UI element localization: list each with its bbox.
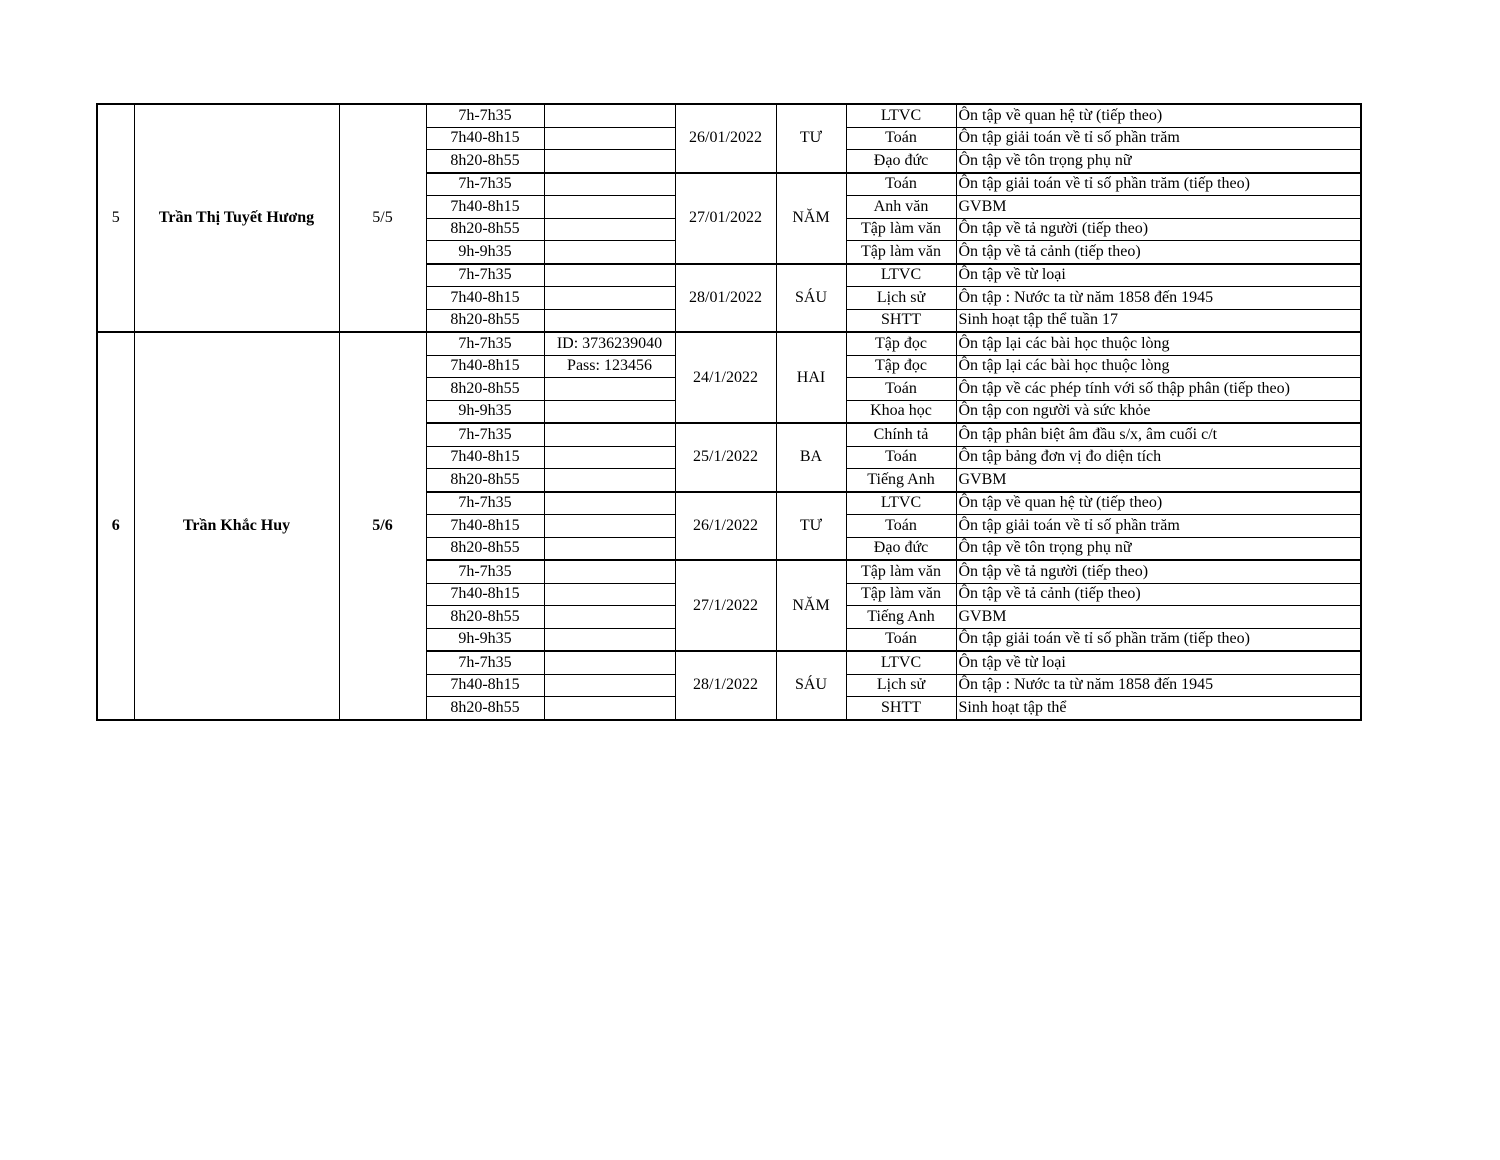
schedule-table (96, 103, 1362, 721)
meeting-info (544, 628, 675, 651)
lesson-content: Ôn tập bảng đơn vị đo diện tích (956, 446, 1361, 469)
period-time: 7h-7h35 (426, 104, 544, 127)
meeting-info (544, 469, 675, 492)
lesson-content: Ôn tập : Nước ta từ năm 1858 đến 1945 (956, 287, 1361, 310)
subject: SHTT (846, 309, 956, 332)
class-name: 5/6 (339, 332, 426, 720)
teacher-number: 6 (97, 332, 134, 720)
subject: Đạo đức (846, 150, 956, 173)
day-date: 28/01/2022 (675, 264, 776, 333)
day-date: 24/1/2022 (675, 332, 776, 423)
period-time: 7h-7h35 (426, 560, 544, 583)
meeting-info (544, 173, 675, 196)
subject: Đạo đức (846, 537, 956, 560)
subject: SHTT (846, 697, 956, 720)
lesson-content: GVBM (956, 606, 1361, 629)
day-weekday: NĂM (776, 560, 846, 651)
period-time: 7h-7h35 (426, 423, 544, 446)
subject: Khoa học (846, 400, 956, 423)
period-time: 7h40-8h15 (426, 355, 544, 378)
lesson-content: Ôn tập về tôn trọng phụ nữ (956, 150, 1361, 173)
lesson-content: Ôn tập con người và sức khỏe (956, 400, 1361, 423)
lesson-content: Ôn tập về tả người (tiếp theo) (956, 560, 1361, 583)
day-weekday: TƯ (776, 492, 846, 561)
meeting-info (544, 583, 675, 606)
period-time: 8h20-8h55 (426, 606, 544, 629)
subject: Lịch sử (846, 287, 956, 310)
lesson-content: Ôn tập lại các bài học thuộc lòng (956, 355, 1361, 378)
meeting-info (544, 264, 675, 287)
period-time: 9h-9h35 (426, 241, 544, 264)
day-date: 25/1/2022 (675, 423, 776, 492)
meeting-info (544, 150, 675, 173)
period-time: 8h20-8h55 (426, 218, 544, 241)
period-time: 7h40-8h15 (426, 583, 544, 606)
lesson-content: Ôn tập phân biệt âm đầu s/x, âm cuối c/t (956, 423, 1361, 446)
meeting-info (544, 674, 675, 697)
subject: LTVC (846, 651, 956, 674)
day-weekday: NĂM (776, 173, 846, 264)
lesson-content: Ôn tập về quan hệ từ (tiếp theo) (956, 492, 1361, 515)
lesson-content: Ôn tập về từ loại (956, 651, 1361, 674)
meeting-info (544, 560, 675, 583)
meeting-info (544, 515, 675, 538)
lesson-content: Ôn tập về quan hệ từ (tiếp theo) (956, 104, 1361, 127)
day-weekday: TƯ (776, 104, 846, 173)
period-time: 7h40-8h15 (426, 287, 544, 310)
lesson-content: Ôn tập về từ loại (956, 264, 1361, 287)
subject: Tập làm văn (846, 560, 956, 583)
day-date: 26/1/2022 (675, 492, 776, 561)
lesson-content: Ôn tập về tả cảnh (tiếp theo) (956, 583, 1361, 606)
lesson-content: Ôn tập giải toán về tỉ số phần trăm (956, 127, 1361, 150)
meeting-info (544, 241, 675, 264)
meeting-info (544, 423, 675, 446)
meeting-info (544, 400, 675, 423)
day-weekday: HAI (776, 332, 846, 423)
subject: Toán (846, 127, 956, 150)
subject: Tập đọc (846, 355, 956, 378)
period-time: 8h20-8h55 (426, 309, 544, 332)
lesson-content: Ôn tập về tôn trọng phụ nữ (956, 537, 1361, 560)
period-time: 8h20-8h55 (426, 150, 544, 173)
teacher-number: 5 (97, 104, 134, 332)
lesson-content: Sinh hoạt tập thể (956, 697, 1361, 720)
period-time: 7h-7h35 (426, 492, 544, 515)
period-time: 7h40-8h15 (426, 196, 544, 219)
day-weekday: BA (776, 423, 846, 492)
subject: Toán (846, 515, 956, 538)
lesson-content: Ôn tập về các phép tính với số thập phân (tiếp theo) (956, 378, 1361, 401)
day-date: 28/1/2022 (675, 651, 776, 720)
subject: Toán (846, 173, 956, 196)
day-date: 27/01/2022 (675, 173, 776, 264)
subject: LTVC (846, 104, 956, 127)
period-time: 7h-7h35 (426, 332, 544, 355)
period-time: 8h20-8h55 (426, 378, 544, 401)
teacher-name: Trần Khắc Huy (134, 332, 339, 720)
subject: Tập làm văn (846, 218, 956, 241)
lesson-content: Ôn tập về tả người (tiếp theo) (956, 218, 1361, 241)
lesson-content: GVBM (956, 196, 1361, 219)
subject: Toán (846, 378, 956, 401)
subject: Tiếng Anh (846, 606, 956, 629)
day-weekday: SÁU (776, 264, 846, 333)
subject: Toán (846, 446, 956, 469)
day-date: 26/01/2022 (675, 104, 776, 173)
schedule-row (97, 332, 1361, 355)
meeting-info (544, 492, 675, 515)
class-name: 5/5 (339, 104, 426, 332)
meeting-info (544, 378, 675, 401)
lesson-content: GVBM (956, 469, 1361, 492)
meeting-info: ID: 3736239040 (544, 332, 675, 355)
lesson-content: Sinh hoạt tập thể tuần 17 (956, 309, 1361, 332)
subject: LTVC (846, 492, 956, 515)
lesson-content: Ôn tập giải toán về tỉ số phần trăm (tiếp theo) (956, 173, 1361, 196)
lesson-content: Ôn tập về tả cảnh (tiếp theo) (956, 241, 1361, 264)
day-weekday: SÁU (776, 651, 846, 720)
meeting-info (544, 104, 675, 127)
lesson-content: Ôn tập giải toán về tỉ số phần trăm (956, 515, 1361, 538)
lesson-content: Ôn tập : Nước ta từ năm 1858 đến 1945 (956, 674, 1361, 697)
subject: Tập làm văn (846, 241, 956, 264)
subject: LTVC (846, 264, 956, 287)
subject: Anh văn (846, 196, 956, 219)
subject: Lịch sử (846, 674, 956, 697)
period-time: 8h20-8h55 (426, 469, 544, 492)
period-time: 8h20-8h55 (426, 697, 544, 720)
subject: Toán (846, 628, 956, 651)
meeting-info (544, 446, 675, 469)
period-time: 7h40-8h15 (426, 674, 544, 697)
meeting-info (544, 537, 675, 560)
period-time: 7h-7h35 (426, 264, 544, 287)
teacher-name: Trần Thị Tuyết Hương (134, 104, 339, 332)
period-time: 8h20-8h55 (426, 537, 544, 560)
meeting-info (544, 287, 675, 310)
subject: Tập đọc (846, 332, 956, 355)
lesson-content: Ôn tập giải toán về tỉ số phần trăm (tiếp theo) (956, 628, 1361, 651)
subject: Tập làm văn (846, 583, 956, 606)
period-time: 7h40-8h15 (426, 446, 544, 469)
meeting-info (544, 127, 675, 150)
meeting-info (544, 651, 675, 674)
meeting-info: Pass: 123456 (544, 355, 675, 378)
period-time: 9h-9h35 (426, 628, 544, 651)
day-date: 27/1/2022 (675, 560, 776, 651)
period-time: 7h40-8h15 (426, 515, 544, 538)
subject: Chính tả (846, 423, 956, 446)
schedule-body (97, 104, 1361, 720)
period-time: 7h-7h35 (426, 651, 544, 674)
lesson-content: Ôn tập lại các bài học thuộc lòng (956, 332, 1361, 355)
meeting-info (544, 697, 675, 720)
meeting-info (544, 218, 675, 241)
meeting-info (544, 606, 675, 629)
schedule-row (97, 104, 1361, 127)
schedule-sheet (96, 103, 1362, 721)
meeting-info (544, 309, 675, 332)
period-time: 7h40-8h15 (426, 127, 544, 150)
meeting-info (544, 196, 675, 219)
subject: Tiếng Anh (846, 469, 956, 492)
period-time: 9h-9h35 (426, 400, 544, 423)
period-time: 7h-7h35 (426, 173, 544, 196)
